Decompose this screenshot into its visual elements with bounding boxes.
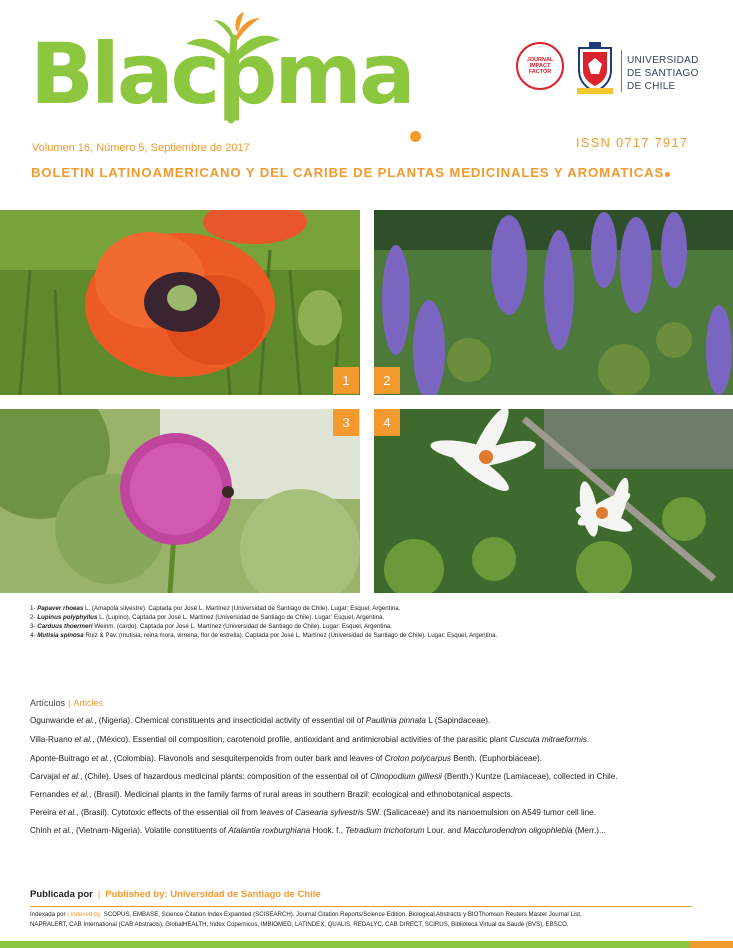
- indexed-separator: |: [65, 911, 71, 918]
- article-5[interactable]: [30, 790, 513, 799]
- caption-3: [30, 623, 392, 630]
- article-7-title: , (Vietnam-Nigeria). Volatile constituents of: [71, 826, 229, 835]
- published-rule: [30, 906, 692, 907]
- article-7-species-1: Atalantia roxburghiana: [228, 826, 311, 835]
- caption-1-number: 1-: [30, 605, 38, 612]
- indexed-line-1: [30, 911, 582, 918]
- journal-logo-text: Blacpma: [30, 25, 413, 123]
- article-7[interactable]: [30, 826, 606, 835]
- article-2-etal: et al.: [74, 735, 93, 744]
- volume-info: Volumen 16, Número 5, Septiembre de 2017: [32, 142, 250, 154]
- impact-seal-text: JOURNAL IMPACT FACTOR: [526, 56, 554, 76]
- photo-thistle: [0, 409, 360, 593]
- impact-factor-seal: [516, 42, 564, 90]
- caption-1: [30, 605, 400, 612]
- article-1-species: Paullinia pinnata: [365, 716, 426, 725]
- indexed-label-en: Indexed by:: [70, 911, 103, 918]
- article-7-author: Chinh: [30, 826, 54, 835]
- caption-4-text: Ruiz & Pav. (mutisia, reina mora, virreina, flor de estrella). Captada por José L. Martínez (Universidad de Santiago de Chile). Lugar: Esquel, Argentina.: [83, 632, 498, 639]
- article-7-title-mid-1: Hook. f.,: [310, 826, 346, 835]
- article-1-author: Ogunwande: [30, 716, 77, 725]
- articles-heading-en: Articles: [73, 698, 103, 708]
- article-7-title-end: (Merr.)...: [572, 826, 606, 835]
- articles-heading-es: Artículos: [30, 698, 66, 708]
- article-1-etal: et al.: [76, 716, 95, 725]
- mutisia-image: [374, 409, 733, 593]
- article-4-author: Carvajal: [30, 772, 63, 781]
- article-7-etal: et al.: [53, 826, 72, 835]
- university-name-line-1: UNIVERSIDAD: [627, 55, 699, 66]
- thistle-image: [0, 409, 360, 593]
- article-3[interactable]: [30, 754, 542, 763]
- published-label: Publicada por: [30, 889, 93, 900]
- article-6[interactable]: [30, 808, 596, 817]
- article-6-title: , (Brasil). Cytotoxic effects of the essential oil from leaves of: [76, 808, 296, 817]
- article-3-etal: et al.: [91, 754, 110, 763]
- university-divider: [621, 50, 622, 92]
- indexed-list-1: SCOPUS, EMBASE, Science Citation Index Expanded (SCISEARCH). Journal Citation Reports/Science Edition, Biological Abstracts y BIOThomson Reuters Master Journal List,: [102, 911, 582, 918]
- published-publisher: Published by: Universidad de Santiago de Chile: [105, 889, 321, 900]
- photo-poppy: [0, 210, 360, 395]
- article-1[interactable]: [30, 716, 490, 725]
- article-1-title: , (Nigeria). Chemical constituents and insecticidal activity of essential oil of: [94, 716, 366, 725]
- article-5-title: , (Brasil). Medicinal plants in the family farms of rural areas in southern Brazil: ecological and ethnobotanical aspects.: [89, 790, 513, 799]
- journal-full-name-text: BOLETIN LATINOAMERICANO Y DEL CARIBE DE PLANTAS MEDICINALES Y AROMATICAS: [31, 165, 665, 180]
- caption-4-number: 4-: [30, 632, 38, 639]
- footer-bar-orange: [690, 941, 733, 948]
- article-2[interactable]: [30, 735, 589, 744]
- logo-dot: [410, 131, 421, 142]
- university-name-line-3: DE CHILE: [627, 81, 676, 92]
- article-2-title-end: .: [586, 735, 590, 744]
- university-crest-icon: [575, 40, 615, 96]
- article-4-title-end: (Benth.) Kuntze (Lamiaceae), collected in Chile.: [441, 772, 618, 781]
- caption-2-number: 2-: [30, 614, 38, 621]
- caption-3-text: Weinm. (cardo). Captada por José L. Martínez (Universidad de Santiago de Chile). Lugar: Esquel, Argentina.: [92, 623, 393, 630]
- article-4-etal: et al.: [62, 772, 81, 781]
- lupins-image: [374, 210, 733, 395]
- footer-bar-green: [0, 941, 690, 948]
- article-3-author: Aponte-Buitrago: [30, 754, 92, 763]
- caption-3-number: 3-: [30, 623, 38, 630]
- caption-1-text: L. (Amapola silvestre). Captada por José L. Martínez (Universidad de Santiago de Chile). Lugar: Esquel, Argentina.: [83, 605, 401, 612]
- issn: ISSN 0717 7917: [576, 135, 689, 150]
- article-1-title-end: L (Sapindaceae).: [425, 716, 491, 725]
- article-3-title: , (Colombia). Flavonols and sesquiterpenoids from outer bark and leaves of: [109, 754, 385, 763]
- articles-heading: [30, 698, 103, 708]
- journal-full-name: [31, 165, 670, 180]
- photo-badge-3: 3: [333, 409, 359, 436]
- article-6-etal: et al.: [58, 808, 77, 817]
- photo-badge-1: 1: [333, 367, 359, 394]
- photo-badge-2: 2: [374, 367, 400, 394]
- caption-2-species: Lupinus polyphyllus: [37, 614, 98, 621]
- article-4[interactable]: [30, 772, 618, 781]
- university-name-line-2: DE SANTIAGO: [627, 68, 699, 79]
- caption-1-species: Papaver rhoeas: [37, 605, 84, 612]
- published-separator: |: [97, 889, 101, 900]
- article-7-title-mid-2: Lour. and: [424, 826, 464, 835]
- article-3-title-end: Benth. (Euphorbiaceae).: [451, 754, 543, 763]
- article-5-etal: et al.: [71, 790, 90, 799]
- article-2-species: Cuscuta mitraeformis: [509, 735, 587, 744]
- article-7-species-2: Tetradium trichotorum: [345, 826, 425, 835]
- photo-badge-4: 4: [374, 409, 400, 436]
- indexed-label: Indexada por: [30, 911, 66, 918]
- article-2-title: , (México). Essential oil composition, carotenoid profile, antioxidant and antimicrobial activities of the parasitic plant: [92, 735, 510, 744]
- article-4-species: Clinopodium gilliesii: [369, 772, 442, 781]
- article-2-author: Villa-Ruano: [30, 735, 75, 744]
- article-6-title-end: SW. (Salicaceae) and its nanoemulsion on A549 tumor cell line.: [363, 808, 596, 817]
- caption-4: [30, 632, 497, 639]
- indexed-line-2: NAPRALERT, CAB International (CAB Abstracts), GlobalHEALTH, Index Copernicus, IMBIOMED, LATINDEX, QUALIS, REDALYC, CAB DIRECT, SCIRUS, Biblioteca Virtual da Saude (BVS), EBSCO.: [30, 921, 569, 928]
- photo-mutisia: [374, 409, 733, 593]
- article-3-species: Croton polycarpus: [384, 754, 452, 763]
- article-6-species: Casearia sylvestris: [295, 808, 364, 817]
- caption-2-text: L. (Lupino). Captada por José L. Martínez (Universidad de Santiago de Chile). Lugar: Esquel, Argentina.: [97, 614, 385, 621]
- journal-name-dot: [665, 172, 670, 177]
- article-5-author: Fernandes: [30, 790, 72, 799]
- caption-4-species: Mutisia spinosa: [37, 632, 84, 639]
- published-by: [30, 889, 321, 900]
- caption-3-species: Carduus thoermeri: [37, 623, 93, 630]
- article-4-title: , (Chile). Uses of hazardous medicinal plants: composition of the essential oil of: [80, 772, 370, 781]
- heading-separator: |: [68, 698, 71, 708]
- poppy-image: [0, 210, 360, 395]
- article-7-species-3: Macclurodendron oligophlebia: [463, 826, 573, 835]
- caption-2: [30, 614, 384, 621]
- article-6-author: Pereira: [30, 808, 59, 817]
- photo-lupins: [374, 210, 733, 395]
